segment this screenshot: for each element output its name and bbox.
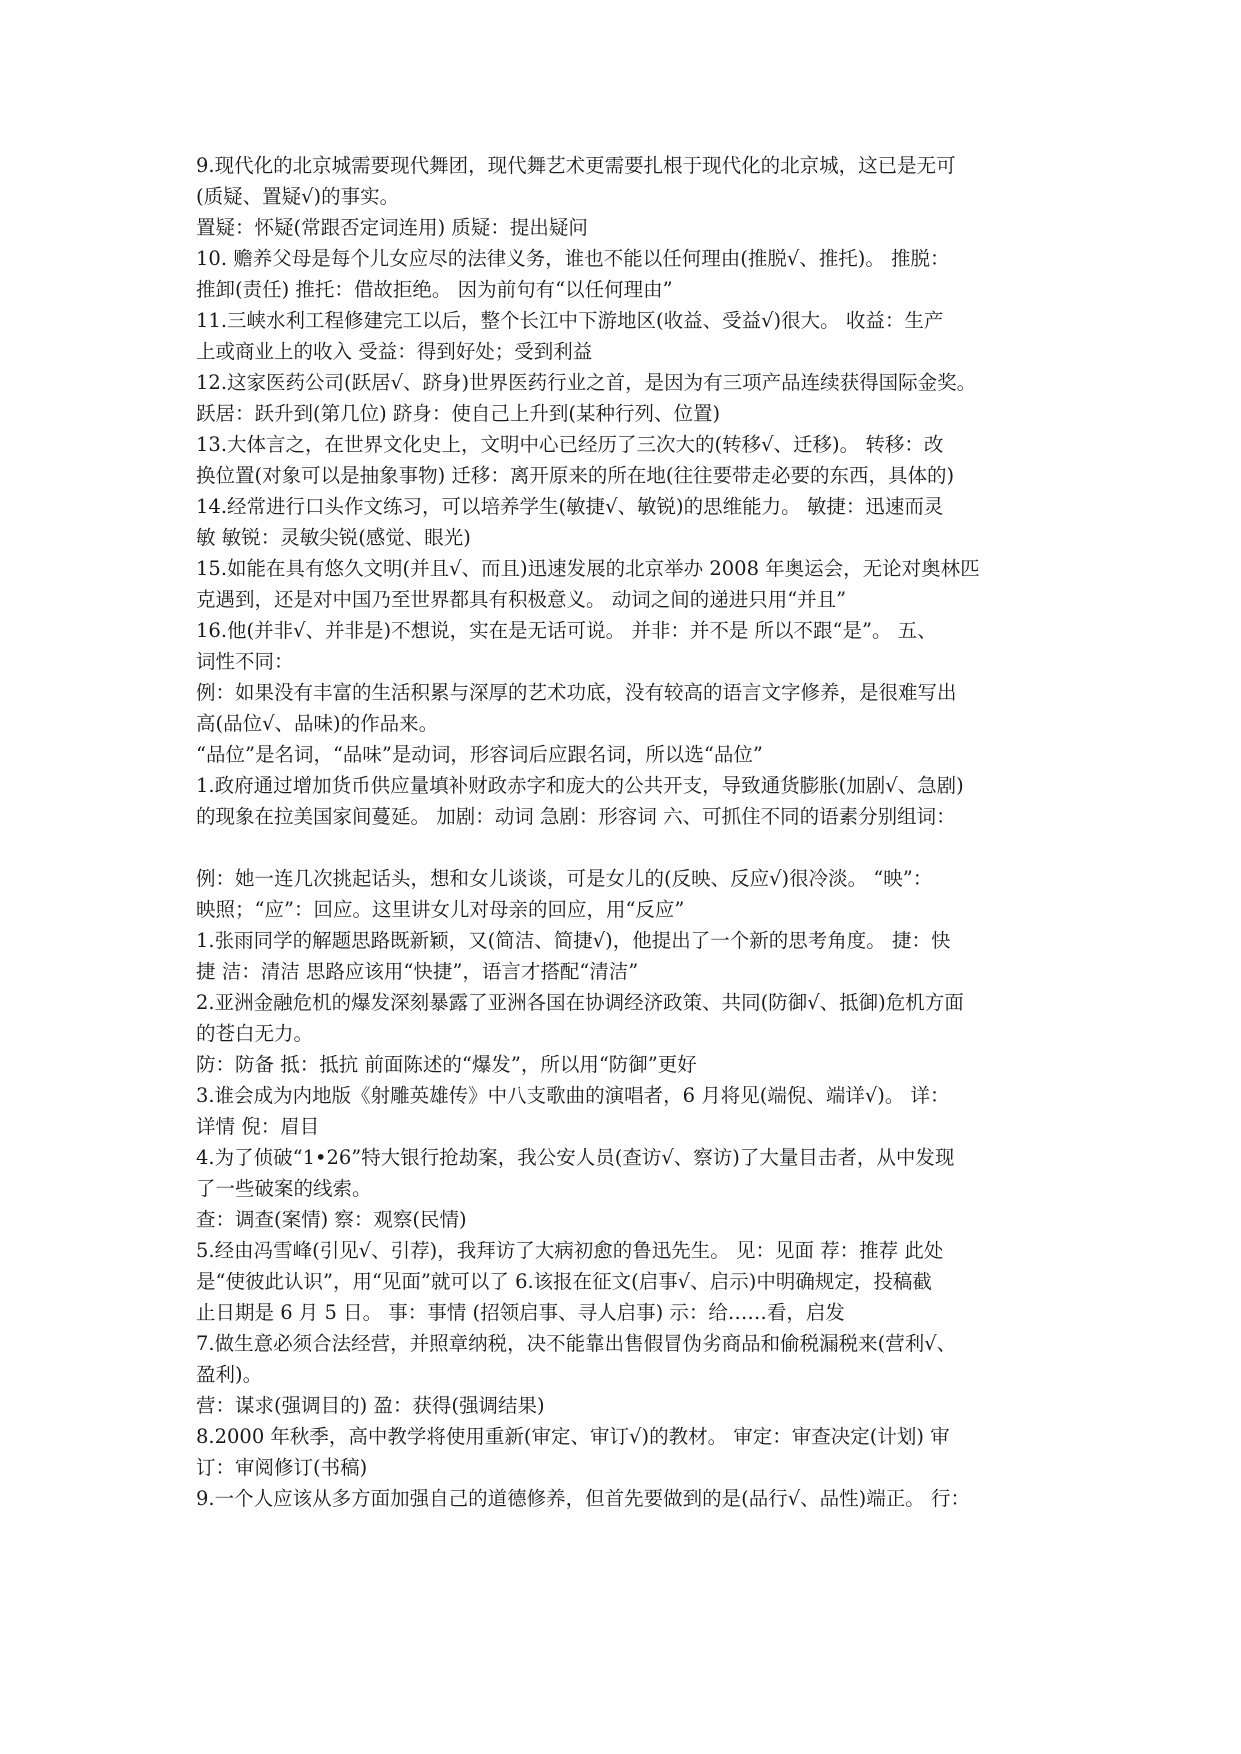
- text-line: (质疑、置疑√)的事实。: [196, 185, 400, 208]
- text-line: 上或商业上的收入 受益：得到好处；受到利益: [196, 340, 593, 363]
- text-line: 例：如果没有丰富的生活积累与深厚的艺术功底，没有较高的语言文字修养，是很难写出: [196, 681, 957, 704]
- text-line: 11.三峡水利工程修建完工以后，整个长江中下游地区(收益、受益√)很大。 收益：生产: [196, 309, 944, 332]
- text-line: 例：她一连几次挑起话头，想和女儿谈谈，可是女儿的(反映、反应√)很冷淡。 “映”：: [196, 867, 933, 890]
- text-line: 14.经常进行口头作文练习，可以培养学生(敏捷√、敏锐)的思维能力。 敏捷：迅速而灵: [196, 495, 944, 518]
- text-line: 捷 洁：清洁 思路应该用“快捷”，语言才搭配“清洁”: [196, 960, 639, 983]
- text-line: 3.谁会成为内地版《射雕英雄传》中八支歌曲的演唱者，6 月将见(端倪、端详√)。 详：: [196, 1084, 950, 1107]
- text-line: 高(品位√、品味)的作品来。: [196, 712, 439, 735]
- text-line: 9.现代化的北京城需要现代舞团，现代舞艺术更需要扎根于现代化的北京城，这已是无可: [196, 154, 956, 177]
- text-line: 了一些破案的线索。: [196, 1177, 372, 1200]
- text-line: 营：谋求(强调目的) 盈：获得(强调结果): [196, 1394, 545, 1417]
- text-line: 推卸(责任) 推托：借故拒绝。 因为前句有“以任何理由”: [196, 278, 673, 301]
- text-line: 映照；“应”：回应。这里讲女儿对母亲的回应，用“反应”: [196, 898, 685, 921]
- text-line: 8.2000 年秋季，高中教学将使用重新(审定、审订√)的教材。 审定：审查决定(计划) 审: [196, 1425, 950, 1448]
- text-line: 盈利)。: [196, 1363, 263, 1386]
- text-line: 克遇到，还是对中国乃至世界都具有积极意义。 动词之间的递进只用“并且”: [196, 588, 847, 611]
- text-line: 详情 倪：眉目: [196, 1115, 320, 1138]
- text-line: 7.做生意必须合法经营，并照章纳税，决不能靠出售假冒伪劣商品和偷税漏税来(营利√、: [196, 1332, 957, 1355]
- text-line: 4.为了侦破“1•26”特大银行抢劫案，我公安人员(查访√、察访)了大量目击者，从中发现: [196, 1146, 955, 1169]
- text-line: 16.他(并非√、并非是)不想说，实在是无话可说。 并非：并不是 所以不跟“是”。 五、: [196, 619, 937, 642]
- text-line: 置疑：怀疑(常跟否定词连用) 质疑：提出疑问: [196, 216, 588, 239]
- text-line: 2.亚洲金融危机的爆发深刻暴露了亚洲各国在协调经济政策、共同(防御√、抵御)危机方面: [196, 991, 964, 1014]
- text-line: 换位置(对象可以是抽象事物) 迁移：离开原来的所在地(往往要带走必要的东西，具体的): [196, 464, 955, 487]
- text-line: “品位”是名词，“品味”是动词，形容词后应跟名词，所以选“品位”: [196, 743, 763, 766]
- text-line: 是“使彼此认识”，用“见面”就可以了 6.该报在征文(启事√、启示)中明确规定，投稿截: [196, 1270, 932, 1293]
- text-line: 跃居：跃升到(第几位) 跻身：使自己上升到(某种行列、位置): [196, 402, 721, 425]
- text-line: 10. 赡养父母是每个儿女应尽的法律义务，谁也不能以任何理由(推脱√、推托)。 推脱：: [196, 247, 950, 270]
- text-line: 1.张雨同学的解题思路既新颖，又(简洁、简捷√)，他提出了一个新的思考角度。 捷：快: [196, 929, 951, 952]
- text-line: 查：调查(案情) 察：观察(民情): [196, 1208, 467, 1231]
- text-line: 13.大体言之，在世界文化史上，文明中心已经历了三次大的(转移√、迁移)。 转移：改: [196, 433, 944, 456]
- text-line: 敏 敏锐：灵敏尖锐(感觉、眼光): [196, 526, 471, 549]
- text-line: 15.如能在具有悠久文明(并且√、而且)迅速发展的北京举办 2008 年奥运会，无论对奥林匹: [196, 557, 980, 580]
- blank-line: [196, 832, 1048, 863]
- text-line: 的现象在拉美国家间蔓延。 加剧：动词 急剧：形容词 六、可抓住不同的语素分别组词：: [196, 805, 956, 828]
- text-line: 订：审阅修订(书稿): [196, 1456, 368, 1479]
- text-line: 12.这家医药公司(跃居√、跻身)世界医药行业之首，是因为有三项产品连续获得国际金奖。: [196, 371, 977, 394]
- text-line: 9.一个人应该从多方面加强自己的道德修养，但首先要做到的是(品行√、品性)端正。 行：: [196, 1487, 970, 1510]
- text-line: 5.经由冯雪峰(引见√、引荐)，我拜访了大病初愈的鲁迅先生。 见：见面 荐：推荐 此处: [196, 1239, 944, 1262]
- text-line: 止日期是 6 月 5 日。 事：事情 (招领启事、寻人启事) 示：给……看，启发: [196, 1301, 845, 1324]
- document-body: [196, 150, 1048, 1514]
- text-line: 1.政府通过增加货币供应量填补财政赤字和庞大的公共开支，导致通货膨胀(加剧√、急剧): [196, 774, 964, 797]
- text-line: 的苍白无力。: [196, 1022, 314, 1045]
- text-line: 词性不同：: [196, 650, 294, 673]
- text-line: 防：防备 抵：抵抗 前面陈述的“爆发”，所以用“防御”更好: [196, 1053, 697, 1076]
